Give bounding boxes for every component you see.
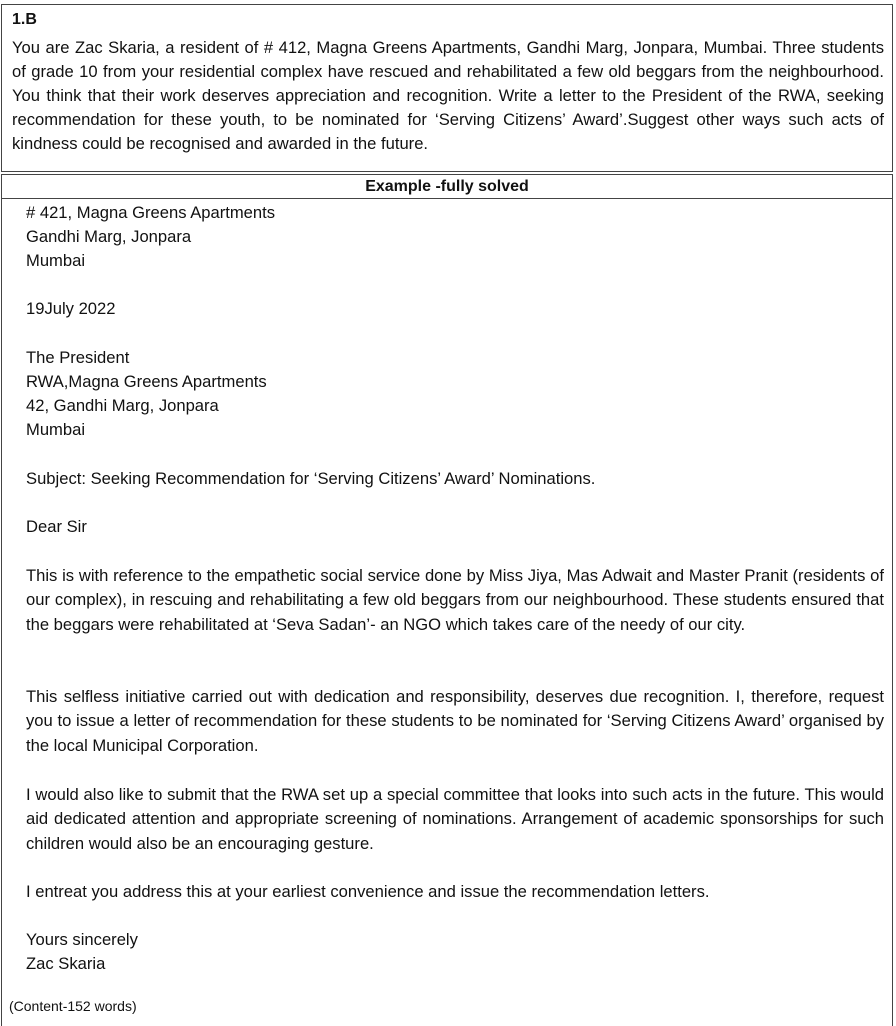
body-paragraph: This selfless initiative carried out with dedication and responsibility, deserves due recognition. I, therefore, request you to issue a letter of recommendation for these students to be nominated for ‘Serving Citizens Award’ organised by the local Municipal Corporation. [26,687,884,755]
sender-address-line: Gandhi Marg, Jonpara [26,227,192,246]
letter-date: 19July 2022 [26,299,116,318]
letter-signature: Zac Skaria [26,954,106,973]
body-paragraph: I entreat you address this at your earliest convenience and issue the recommendation letters. [26,882,710,901]
letter-salutation: Dear Sir [26,517,87,536]
body-paragraph: I would also like to submit that the RWA set up a special committee that looks into such acts in the future. This would aid dedicated attention and appropriate screening of nominations. Arrangement of academic sponsorships for such children would also be an encouraging gesture. [26,785,884,853]
question-number: 1.B [12,11,37,28]
receiver-address-line: RWA,Magna Greens Apartments [26,372,267,391]
letter-closing: Yours sincerely [26,930,138,949]
letter-subject: Subject: Seeking Recommendation for ‘Serving Citizens’ Award’ Nominations. [26,469,596,488]
example-box [1,174,893,1026]
sender-address-line: Mumbai [26,251,86,270]
receiver-address-line: 42, Gandhi Marg, Jonpara [26,396,219,415]
word-count: (Content-152 words) [9,998,137,1014]
example-title: Example -fully solved [2,175,892,199]
receiver-address-line: The President [26,348,130,367]
receiver-address-line: Mumbai [26,420,86,439]
body-paragraph: This is with reference to the empathetic social service done by Miss Jiya, Mas Adwait and Master Pranit (residents of our complex), in rescuing and rehabilitating a few old beggars from our neighbourhood. These students ensured that the beggars were rehabilitated at ‘Seva Sadan’- an NGO which takes care of the needy of our city. [26,566,884,634]
question-text: You are Zac Skaria, a resident of # 412, Magna Greens Apartments, Gandhi Marg, Jonpara, Mumbai. Three students of grade 10 from your residential complex have rescued and rehabilitated a few old beggars from the neighbourhood. You think that their work deserves appreciation and recognition. Write a letter to the President of the RWA, seeking recommendation for these youth, to be nominated for ‘Serving Citizens’ Award’.Suggest other ways such acts of kindness could be recognised and awarded in the future. [12,38,884,153]
sender-address-line: # 421, Magna Greens Apartments [26,203,276,222]
question-box [1,4,893,172]
